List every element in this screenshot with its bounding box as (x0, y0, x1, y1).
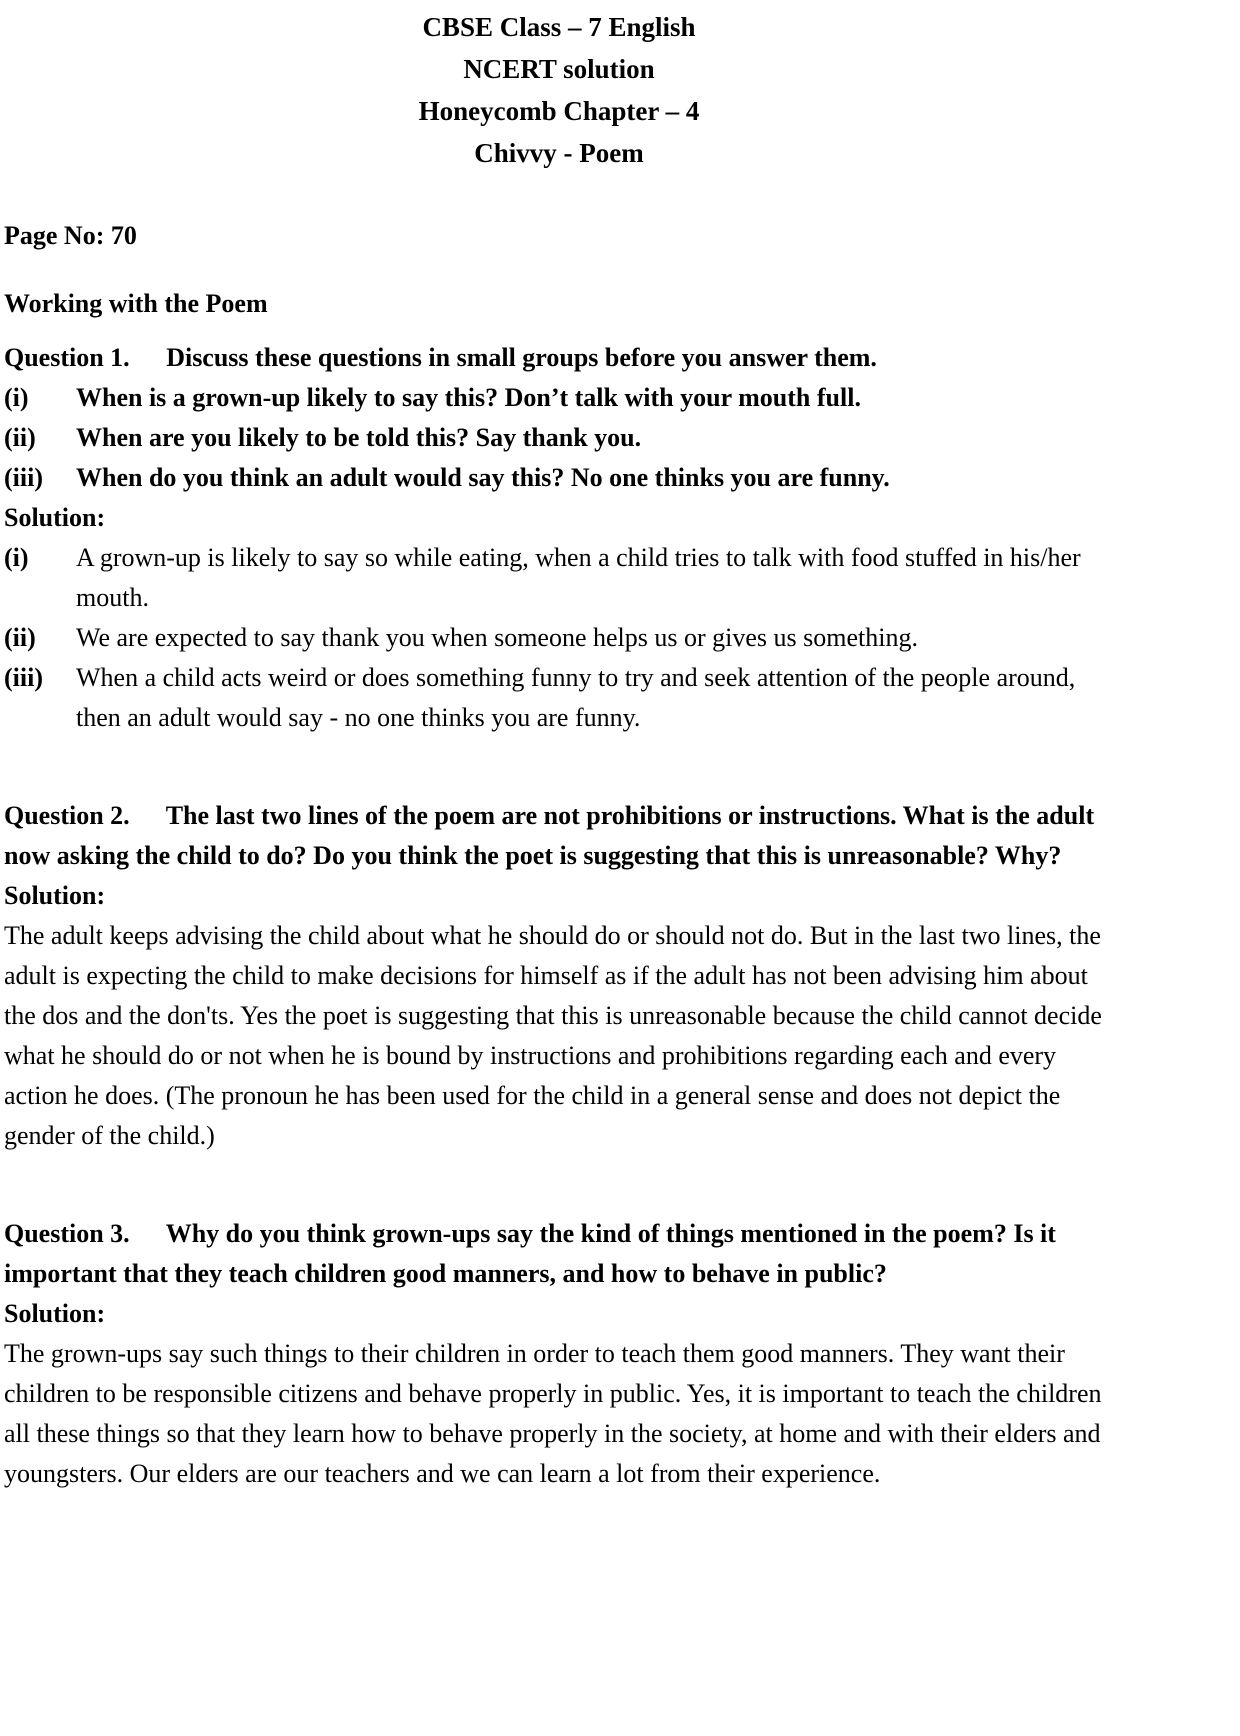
page-number: Page No: 70 (4, 221, 137, 250)
question-1-solution-label: Solution: (4, 503, 106, 532)
question-1-part-i-text: When is a grown-up likely to say this? Don’t talk with your mouth full. (76, 383, 861, 412)
question-3-block (4, 1214, 1114, 1494)
question-3-label: Question 3. (4, 1219, 130, 1248)
question-1-part-iii-text: When do you think an adult would say this? No one thinks you are funny. (76, 463, 890, 492)
header-line-poem: Chivvy - Poem (474, 138, 644, 168)
section-title: Working with the Poem (4, 289, 268, 318)
question-1-part-iii (4, 458, 1114, 498)
question-1-label: Question 1. (4, 343, 130, 372)
question-1-solution-iii (4, 658, 1114, 738)
question-2-text: The last two lines of the poem are not prohibitions or instructions. What is the adult now asking the child to do? Do you think the poet is suggesting that this is unreasonable? Why? (4, 801, 1095, 870)
question-1-solution-i-text: A grown-up is likely to say so while eating, when a child tries to talk with food stuffed in his/her mouth. (76, 543, 1081, 612)
question-1-part-iii-marker: (iii) (4, 463, 43, 492)
question-2-solution-text: The adult keeps advising the child about what he should do or should not do. But in the last two lines, the adult is expecting the child to make decisions for himself as if the adult has not been advising him about the dos and the don'ts. Yes the poet is suggesting that this is unreasonable because the child cannot decide what he should do or not when he is bound by instructions and prohibitions regarding each and every action he does. (The pronoun he has been used for the child in a general sense and does not depict the gender of the child.) (4, 921, 1102, 1150)
question-1-solution-ii-marker: (ii) (4, 623, 36, 652)
question-1-solution-iii-text: When a child acts weird or does something funny to try and seek attention of the people around, then an adult would say - no one thinks you are funny. (76, 663, 1076, 732)
question-1-solution-iii-marker: (iii) (4, 663, 43, 692)
question-1-part-i-marker: (i) (4, 383, 29, 412)
question-1-solution-ii-text: We are expected to say thank you when someone helps us or gives us something. (76, 623, 918, 652)
header-line-course: CBSE Class – 7 English (422, 12, 696, 42)
header-line-solution: NCERT solution (463, 54, 655, 84)
question-1-solution-i-marker: (i) (4, 543, 29, 572)
header-line-chapter: Honeycomb Chapter – 4 (418, 96, 700, 126)
question-2-block (4, 796, 1114, 1156)
question-3-solution-text: The grown-ups say such things to their children in order to teach them good manners. They want their children to be responsible citizens and behave properly in public. Yes, it is important to teach the children all these things so that they learn how to behave properly in the society, at home and with their elders and youngsters. Our elders are our teachers and we can learn a lot from their experience. (4, 1339, 1102, 1488)
question-1-part-i (4, 378, 1114, 418)
question-1-part-ii (4, 418, 1114, 458)
question-2-label: Question 2. (4, 801, 130, 830)
question-2-heading (4, 796, 1114, 876)
question-1-solution-ii (4, 618, 1114, 658)
question-1-text: Discuss these questions in small groups before you answer them. (166, 343, 877, 372)
question-3-solution-label: Solution: (4, 1299, 106, 1328)
question-1-solution-i (4, 538, 1114, 618)
question-3-heading (4, 1214, 1114, 1294)
question-1-part-ii-marker: (ii) (4, 423, 36, 452)
document-header (4, 6, 1114, 174)
question-1-block (4, 338, 1114, 738)
question-1-heading (4, 338, 1114, 378)
question-2-solution-label: Solution: (4, 881, 106, 910)
question-3-text: Why do you think grown-ups say the kind of things mentioned in the poem? Is it important that they teach children good manners, and how to behave in public? (4, 1219, 1056, 1288)
question-1-part-ii-text: When are you likely to be told this? Say thank you. (76, 423, 642, 452)
